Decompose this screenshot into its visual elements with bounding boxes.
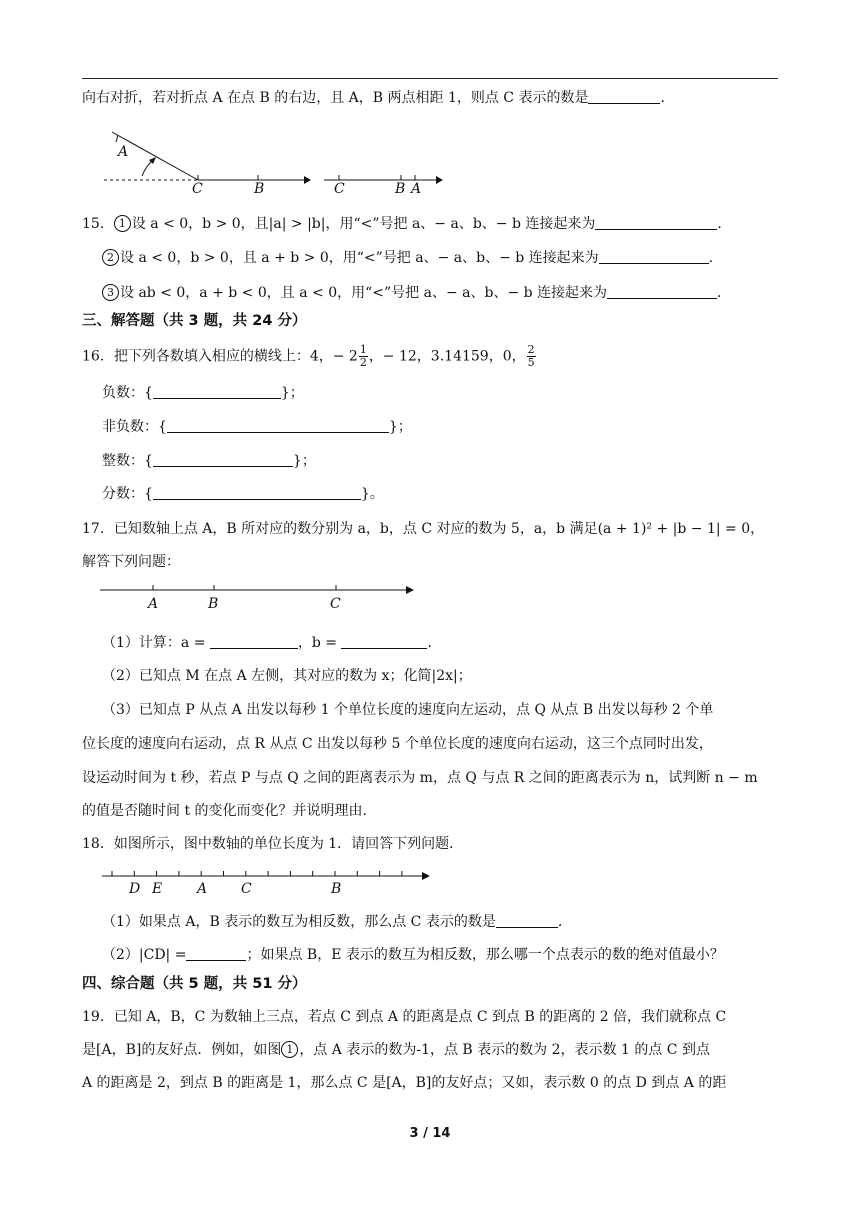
q16-blank-neg (153, 384, 281, 399)
q16-nonnegative: 非负数：{ }； (102, 419, 412, 435)
label-a: A (148, 596, 159, 612)
q19-line-2: 是[A，B]的友好点．例如，如图 1 ，点 A 表示的数为-1，点 B 表示的数为 2，表示数 1 的点 C 到点 (82, 1042, 710, 1058)
q15-blank-1 (595, 215, 717, 230)
q17-blank-a (210, 634, 298, 649)
q15-blank-2 (599, 249, 709, 264)
arrow-2 (436, 176, 443, 184)
fold-arrow (142, 160, 153, 176)
label-a: A (197, 881, 208, 897)
q17-part-3-line-3: 设运动时间为 t 秒，若点 P 与点 Q 之间的距离表示为 m，点 Q 与点 R 之间的距离表示为 n，试判断 n − m (82, 770, 758, 786)
q14-blank (588, 89, 660, 104)
section-3-title: 三、解答题（共 3 题，共 24 分） (82, 313, 307, 329)
q18-part-1: （1）如果点 A，B 表示的数互为相反数，那么点 C 表示的数是 . (102, 914, 563, 930)
q15-line-2: 2 设 a < 0，b > 0，且 a + b > 0，用“<”号把 a、− a、b、− b 连接起来为 . (102, 248, 713, 268)
label-c: C (192, 181, 203, 197)
mixed-fraction: $\frac{1}{2}$ (359, 343, 367, 369)
circled-number: 1 (114, 215, 131, 232)
circled-number: 1 (281, 1041, 298, 1058)
q14-figures (96, 122, 456, 198)
q15-blank-3 (607, 284, 717, 299)
page-number: 3 / 14 (409, 1126, 451, 1141)
label-e: E (152, 881, 163, 897)
section-4-title: 四、综合题（共 5 题，共 51 分） (82, 976, 307, 992)
label-b: B (331, 881, 342, 897)
q16-blank-int (153, 452, 293, 467)
q17-part-3-line-1: （3）已知点 P 从点 A 出发以每秒 1 个单位长度的速度向左运动，点 Q 从点 B 出发以每秒 2 个单 (102, 702, 714, 718)
q16-negative: 负数：{ }； (102, 385, 304, 401)
q17-part-1: （1）计算：a = ，b = . (102, 635, 432, 651)
label-c: C (330, 596, 341, 612)
label-b2: B (395, 181, 406, 197)
q18-part-2: （2）|CD| = ；如果点 B，E 表示的数互为相反数，那么哪一个点表示的数的绝对值最小？ (102, 947, 724, 963)
tick-marks (112, 871, 402, 876)
fraction: $\frac{2}{5}$ (527, 343, 535, 369)
q18-line-1: 18．如图所示，图中数轴的单位长度为 1．请回答下列问题． (82, 836, 464, 852)
q17-number-line (96, 580, 426, 614)
q19-line-3: A 的距离是 2，到点 B 的距离是 1，那么点 C 是[A，B]的友好点；又如，表示数 0 的点 D 到点 A 的距 (82, 1075, 727, 1091)
q17-line-2: 解答下列问题： (82, 554, 180, 570)
q14-text: 向右对折，若对折点 A 在点 B 的右边，且 A，B 两点相距 1，则点 C 表示的数是 . (82, 90, 665, 106)
tick-a (116, 135, 118, 142)
label-b: B (208, 596, 219, 612)
label-c2: C (334, 181, 345, 197)
q16-integer: 整数：{ }； (102, 453, 316, 469)
label-a2: A (411, 181, 422, 197)
q16-text: 16．把下列各数填入相应的横线上：4，− 2 $\frac{1}{2}$ ，− 12，3.14159，0， $\frac{2}{5}$ (82, 343, 535, 369)
q16-blank-frac (153, 485, 361, 500)
arrow-1 (304, 176, 311, 184)
q16-blank-nonneg (167, 418, 389, 433)
label-a: A (118, 144, 129, 160)
q17-part-2: （2）已知点 M 在点 A 左侧，其对应的数为 x；化简|2x|； (102, 668, 472, 684)
q15-line-3: 3 设 ab < 0，a + b < 0，且 a < 0，用“<”号把 a、− a、b、− b 连接起来为 . (102, 283, 722, 303)
q16-fraction: 分数：{ }。 (102, 486, 384, 502)
q18-number-line (98, 866, 438, 898)
label-d: D (129, 881, 141, 897)
q14-line: 向右对折，若对折点 A 在点 B 的右边，且 A，B 两点相距 1，则点 C 表示的数是 (82, 90, 589, 106)
q18-blank-cd (186, 946, 246, 961)
q15-line-1: 15． 1 设 a < 0，b > 0，且|a| > |b|，用“<”号把 a、− a、b、− b 连接起来为 . (82, 216, 722, 232)
header-rule (82, 78, 778, 79)
q17-part-3-line-4: 的值是否随时间 t 的变化而变化？并说明理由. (82, 803, 367, 819)
q17-part-3-line-2: 位长度的速度向右运动，点 R 从点 C 出发以每秒 5 个单位长度的速度向右运动，这三个点同时出发， (82, 736, 713, 752)
circled-number: 3 (102, 284, 119, 301)
q18-blank-c (496, 913, 558, 928)
label-b: B (254, 181, 265, 197)
label-c: C (241, 881, 252, 897)
q19-line-1: 19．已知 A，B，C 为数轴上三点，若点 C 到点 A 的距离是点 C 到点 B 的距离的 2 倍，我们就称点 C (82, 1009, 727, 1025)
q17-blank-b (341, 634, 427, 649)
q17-line-1: 17．已知数轴上点 A，B 所对应的数分别为 a，b，点 C 对应的数为 5，a，b 满足(a + 1)² + |b − 1| = 0， (82, 521, 765, 537)
circled-number: 2 (102, 249, 119, 266)
